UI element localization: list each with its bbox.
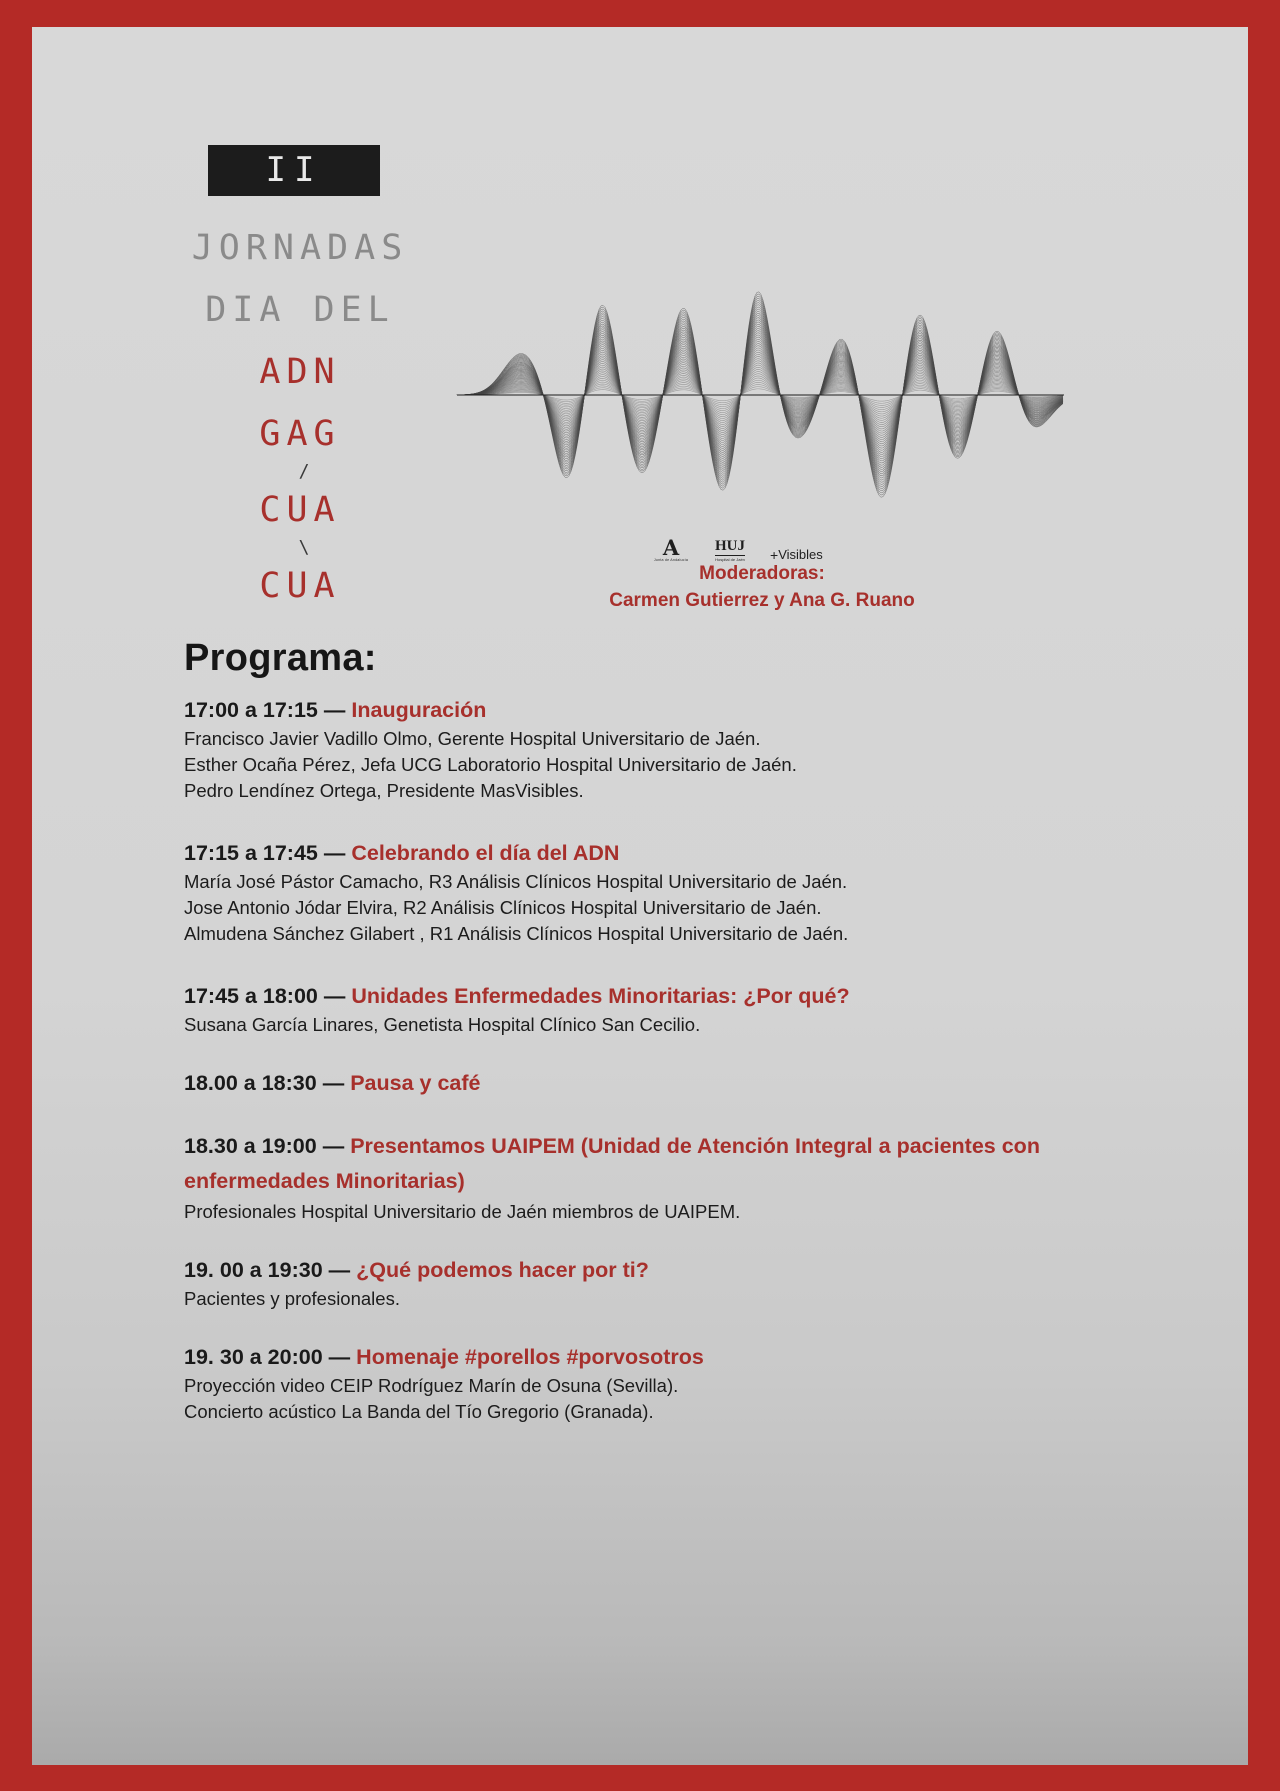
title-line-2: DIA DEL bbox=[205, 290, 395, 330]
codon-separator-2: \ bbox=[298, 537, 310, 558]
schedule-item-detail-line: Jose Antonio Jódar Elvira, R2 Análisis Clínicos Hospital Universitario de Jaén. bbox=[184, 897, 822, 918]
schedule-item-dash: — bbox=[323, 698, 346, 722]
schedule-item-detail-line: María José Pástor Camacho, R3 Análisis Clínicos Hospital Universitario de Jaén. bbox=[184, 871, 848, 892]
organizer-logos bbox=[652, 532, 902, 562]
junta-logo-caption: Junta de Andalucía bbox=[653, 558, 689, 562]
schedule-item bbox=[184, 1255, 1144, 1312]
schedule-item-header bbox=[184, 1129, 1144, 1199]
schedule-item-dash: — bbox=[322, 1071, 345, 1095]
schedule-item-title: Presentamos UAIPEM (Unidad de Atención Integral a pacientes con enfermedades Minoritarias) bbox=[184, 1134, 1040, 1193]
schedule-item-title: Inauguración bbox=[351, 698, 487, 722]
schedule-item-header bbox=[184, 1342, 1144, 1373]
schedule-item bbox=[184, 695, 1144, 804]
poster-canvas bbox=[32, 27, 1248, 1765]
schedule-item-time: 17:45 a 18:00 bbox=[184, 984, 318, 1008]
schedule-item-detail-line: Susana García Linares, Genetista Hospital Clínico San Cecilio. bbox=[184, 1014, 701, 1035]
schedule-item-detail-line: Pedro Lendínez Ortega, Presidente MasVisibles. bbox=[184, 780, 584, 801]
hospital-universitario-jaen-logo bbox=[708, 534, 752, 562]
schedule-item-header bbox=[184, 981, 1144, 1012]
schedule-item-detail-line: Esther Ocaña Pérez, Jefa UCG Laboratorio Hospital Universitario de Jaén. bbox=[184, 754, 797, 775]
schedule-item-detail-line: Profesionales Hospital Universitario de Jaén miembros de UAIPEM. bbox=[184, 1201, 741, 1222]
schedule-item-title: ¿Qué podemos hacer por ti? bbox=[356, 1258, 649, 1282]
schedule-item-details bbox=[184, 726, 1144, 804]
schedule-item-dash: — bbox=[328, 1345, 351, 1369]
schedule-item-detail-line: Concierto acústico La Banda del Tío Gregorio (Granada). bbox=[184, 1401, 654, 1422]
schedule-item-title: Pausa y café bbox=[350, 1071, 481, 1095]
schedule-item-header bbox=[184, 695, 1144, 726]
schedule-item-title: Unidades Enfermedades Minoritarias: ¿Por qué? bbox=[351, 984, 850, 1008]
schedule-item-detail-line: Almudena Sánchez Gilabert , R1 Análisis Clínicos Hospital Universitario de Jaén. bbox=[184, 923, 849, 944]
schedule-item-dash: — bbox=[323, 984, 346, 1008]
codon-adn: ADN bbox=[259, 352, 341, 392]
schedule-item bbox=[184, 1342, 1144, 1425]
schedule-item-dash: — bbox=[323, 841, 346, 865]
schedule-item-details bbox=[184, 1199, 1144, 1225]
codon-cua-1: CUA bbox=[259, 490, 341, 530]
schedule-item-details bbox=[184, 1373, 1144, 1425]
masvisibles-logo-word: Visibles bbox=[778, 547, 823, 562]
schedule-item-time: 18.00 a 18:30 bbox=[184, 1071, 317, 1095]
schedule-item-title: Celebrando el día del ADN bbox=[351, 841, 620, 865]
codon-separator-1: / bbox=[298, 461, 310, 482]
schedule-item-detail-line: Proyección video CEIP Rodríguez Marín de Osuna (Sevilla). bbox=[184, 1375, 679, 1396]
dna-waveform-svg bbox=[452, 257, 1072, 537]
schedule-item-time: 18.30 a 19:00 bbox=[184, 1134, 317, 1158]
poster-title bbox=[150, 217, 450, 617]
moderators-names: Carmen Gutierrez y Ana G. Ruano bbox=[609, 590, 915, 611]
schedule-item bbox=[184, 981, 1144, 1038]
schedule-item-detail-line: Francisco Javier Vadillo Olmo, Gerente Hospital Universitario de Jaén. bbox=[184, 728, 761, 749]
schedule-item-details bbox=[184, 869, 1144, 947]
page-title: Programa: bbox=[184, 637, 377, 679]
schedule-item bbox=[184, 838, 1144, 947]
moderators-block bbox=[452, 560, 1072, 614]
huj-logo-glyph: HUJ bbox=[715, 538, 745, 554]
edition-badge bbox=[208, 145, 380, 196]
schedule-item-header bbox=[184, 1255, 1144, 1286]
schedule-item bbox=[184, 1129, 1144, 1225]
schedule-item-header bbox=[184, 838, 1144, 869]
moderators-label: Moderadoras: bbox=[699, 563, 825, 584]
masvisibles-plus-icon: + bbox=[770, 547, 779, 563]
schedule-item-title: Homenaje #porellos #porvosotros bbox=[356, 1345, 704, 1369]
schedule-list bbox=[184, 695, 1144, 1447]
schedule-item-header bbox=[184, 1068, 1144, 1099]
schedule-item-dash: — bbox=[328, 1258, 351, 1282]
schedule-item bbox=[184, 1068, 1144, 1099]
schedule-item-details bbox=[184, 1286, 1144, 1312]
dna-waveform-graphic bbox=[452, 257, 1072, 537]
codon-gag: GAG bbox=[259, 414, 341, 454]
schedule-item-dash: — bbox=[322, 1134, 345, 1158]
huj-logo-caption: Hospital de Jaén bbox=[715, 557, 745, 562]
junta-logo-glyph: A bbox=[662, 535, 680, 560]
schedule-item-time: 17:15 a 17:45 bbox=[184, 841, 318, 865]
junta-de-andalucia-logo bbox=[652, 534, 690, 562]
edition-badge-label: II bbox=[265, 150, 323, 190]
masvisibles-logo bbox=[770, 534, 823, 562]
schedule-item-time: 19. 30 a 20:00 bbox=[184, 1345, 323, 1369]
schedule-item-time: 17:00 a 17:15 bbox=[184, 698, 318, 722]
schedule-item-detail-line: Pacientes y profesionales. bbox=[184, 1288, 400, 1309]
schedule-item-time: 19. 00 a 19:30 bbox=[184, 1258, 323, 1282]
codon-cua-2: CUA bbox=[259, 566, 341, 606]
title-line-1: JORNADAS bbox=[191, 228, 409, 268]
schedule-item-details bbox=[184, 1012, 1144, 1038]
